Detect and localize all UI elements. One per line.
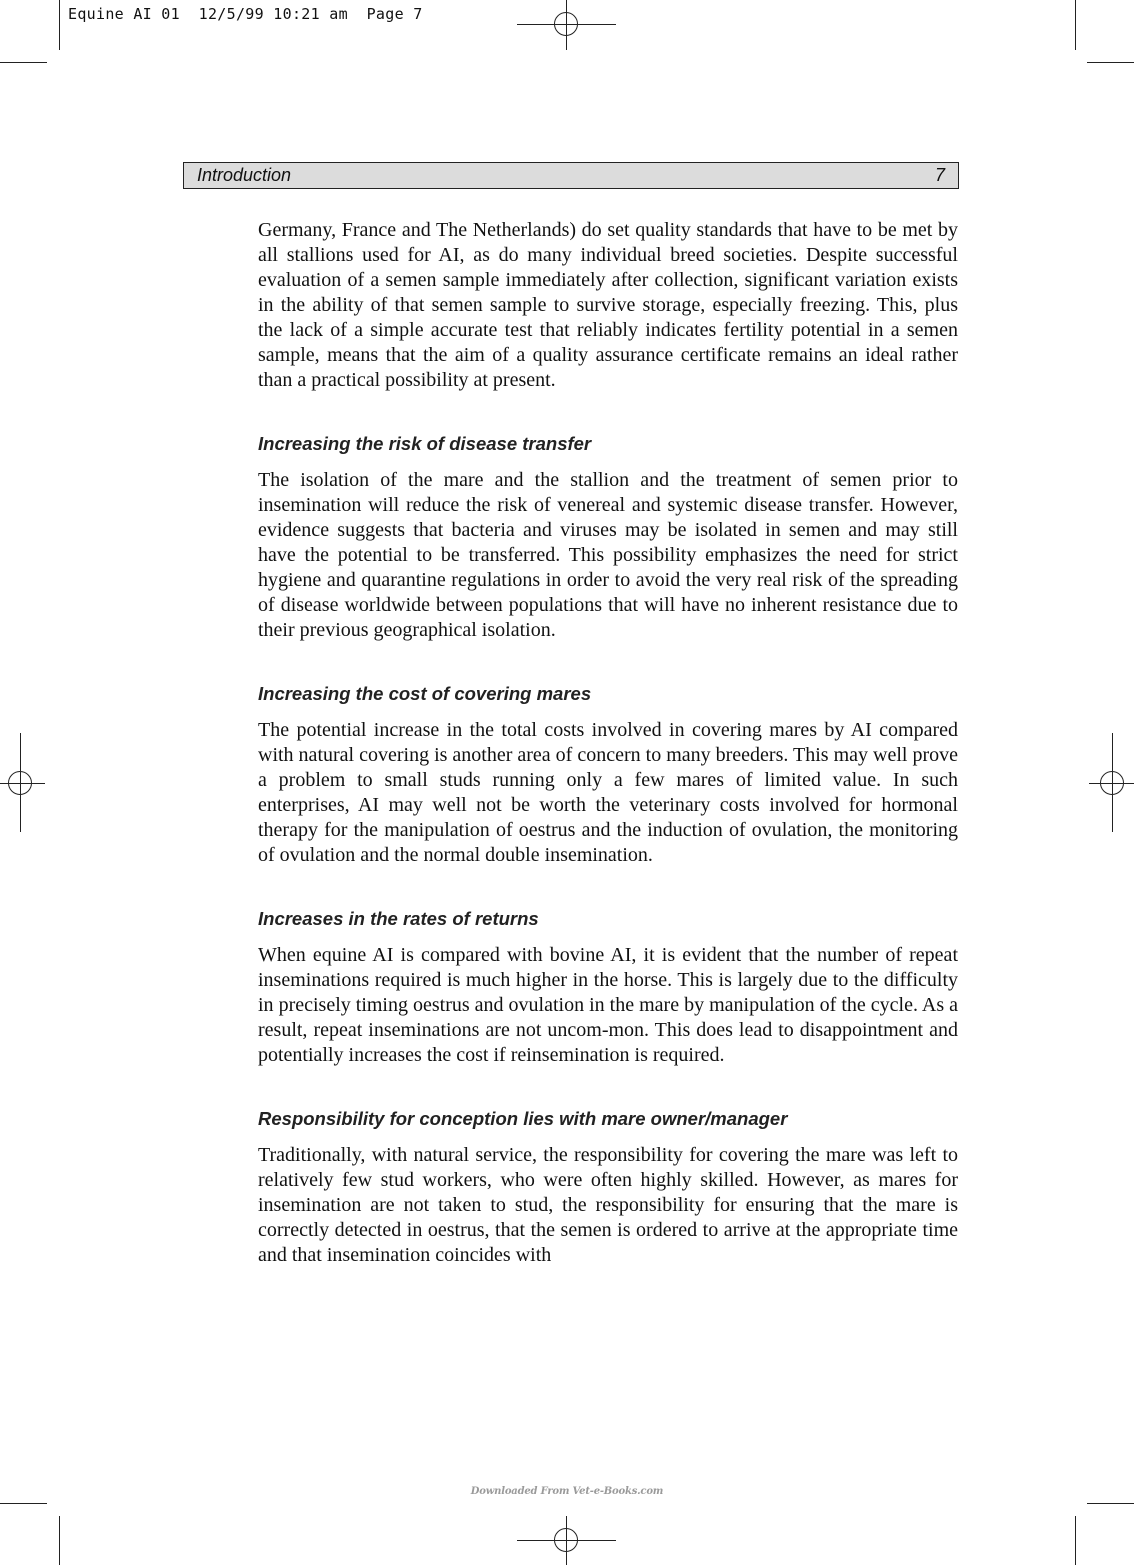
crop-mark-bottom-left-vertical	[59, 1516, 60, 1565]
section-heading-disease-transfer: Increasing the risk of disease transfer	[258, 433, 592, 454]
page-number: 7	[934, 165, 945, 185]
paragraph-disease-transfer: The isolation of the mare and the stallion and the treatment of semen prior to insemination will reduce the risk of venereal and systemic disease transfer. However, evidence suggests that bacteria and viruses may be isolated in semen and may still have the potential to be transferred. This possibility emphasizes the need for strict hygiene and quarantine regulations in order to avoid the very real risk of the spreading of disease worldwide between populations that will have no inherent resistance due to their previous geographical isolation.	[258, 469, 958, 641]
printer-slug: Equine AI 01 12/5/99 10:21 am Page 7	[68, 5, 423, 23]
running-head-title: Introduction	[197, 165, 292, 185]
paragraph-responsibility: Traditionally, with natural service, the responsibility for covering the mare was left to relatively few stud workers, who were often highly skilled. However, as mares for insemination are not taken to stud, the responsibility for ensuring that the mare is correctly detected in oestrus, that the semen is ordered to arrive at the appropriate time and that insemination coincides with	[258, 1144, 958, 1266]
registration-circle-top	[554, 12, 578, 36]
registration-circle-right	[1100, 771, 1124, 795]
crop-mark-bottom-right-vertical	[1075, 1516, 1076, 1565]
crop-mark-top-left-vertical	[59, 0, 60, 50]
crop-mark-top-right-horizontal	[1087, 62, 1134, 63]
registration-circle-bottom	[554, 1528, 578, 1552]
paragraph-covering-cost: The potential increase in the total costs involved in covering mares by AI compared with natural covering is another area of concern to many breeders. This may well prove a problem to small studs running only a few mares of limited value. In such enterprises, AI may well not be worth the veterinary costs involved for hormonal therapy for the manipulation of oestrus and the induction of ovulation, the monitoring of ovulation and the normal double insemination.	[258, 719, 958, 866]
download-watermark: Downloaded From Vet-e-Books.com	[470, 1486, 664, 1497]
crop-mark-top-left-horizontal	[0, 62, 47, 63]
paragraph-quality-standards: Germany, France and The Netherlands) do set quality standards that have to be met by all stallions used for AI, as do many individual breed societies. Despite successful evaluation of a semen sample immediately after collection, significant variation exists in the ability of that semen sample to survive storage, especially freezing. This, plus the lack of a simple accurate test that reliably indicates fertility potential in a semen sample, means that the aim of a quality assurance certificate remains an ideal rather than a practical possibility at present.	[258, 219, 958, 391]
registration-circle-left	[8, 771, 32, 795]
page-content	[258, 218, 958, 1268]
running-head	[183, 162, 959, 189]
section-heading-responsibility: Responsibility for conception lies with mare owner/manager	[258, 1108, 788, 1129]
section-heading-covering-cost: Increasing the cost of covering mares	[258, 683, 592, 704]
crop-mark-bottom-right-horizontal	[1087, 1503, 1134, 1504]
section-heading-rates-of-returns: Increases in the rates of returns	[258, 908, 539, 929]
paragraph-rates-of-returns: When equine AI is compared with bovine AI, it is evident that the number of repeat inseminations required is much higher in the horse. This is largely due to the difficulty in precisely timing oestrus and ovulation in the mare by manipulation of the cycle. As a result, repeat inseminations are not uncom-mon. This does lead to disappointment and potentially increases the cost if reinsemination is required.	[258, 944, 958, 1066]
crop-mark-top-right-vertical	[1075, 0, 1076, 50]
crop-mark-bottom-left-horizontal	[0, 1503, 47, 1504]
